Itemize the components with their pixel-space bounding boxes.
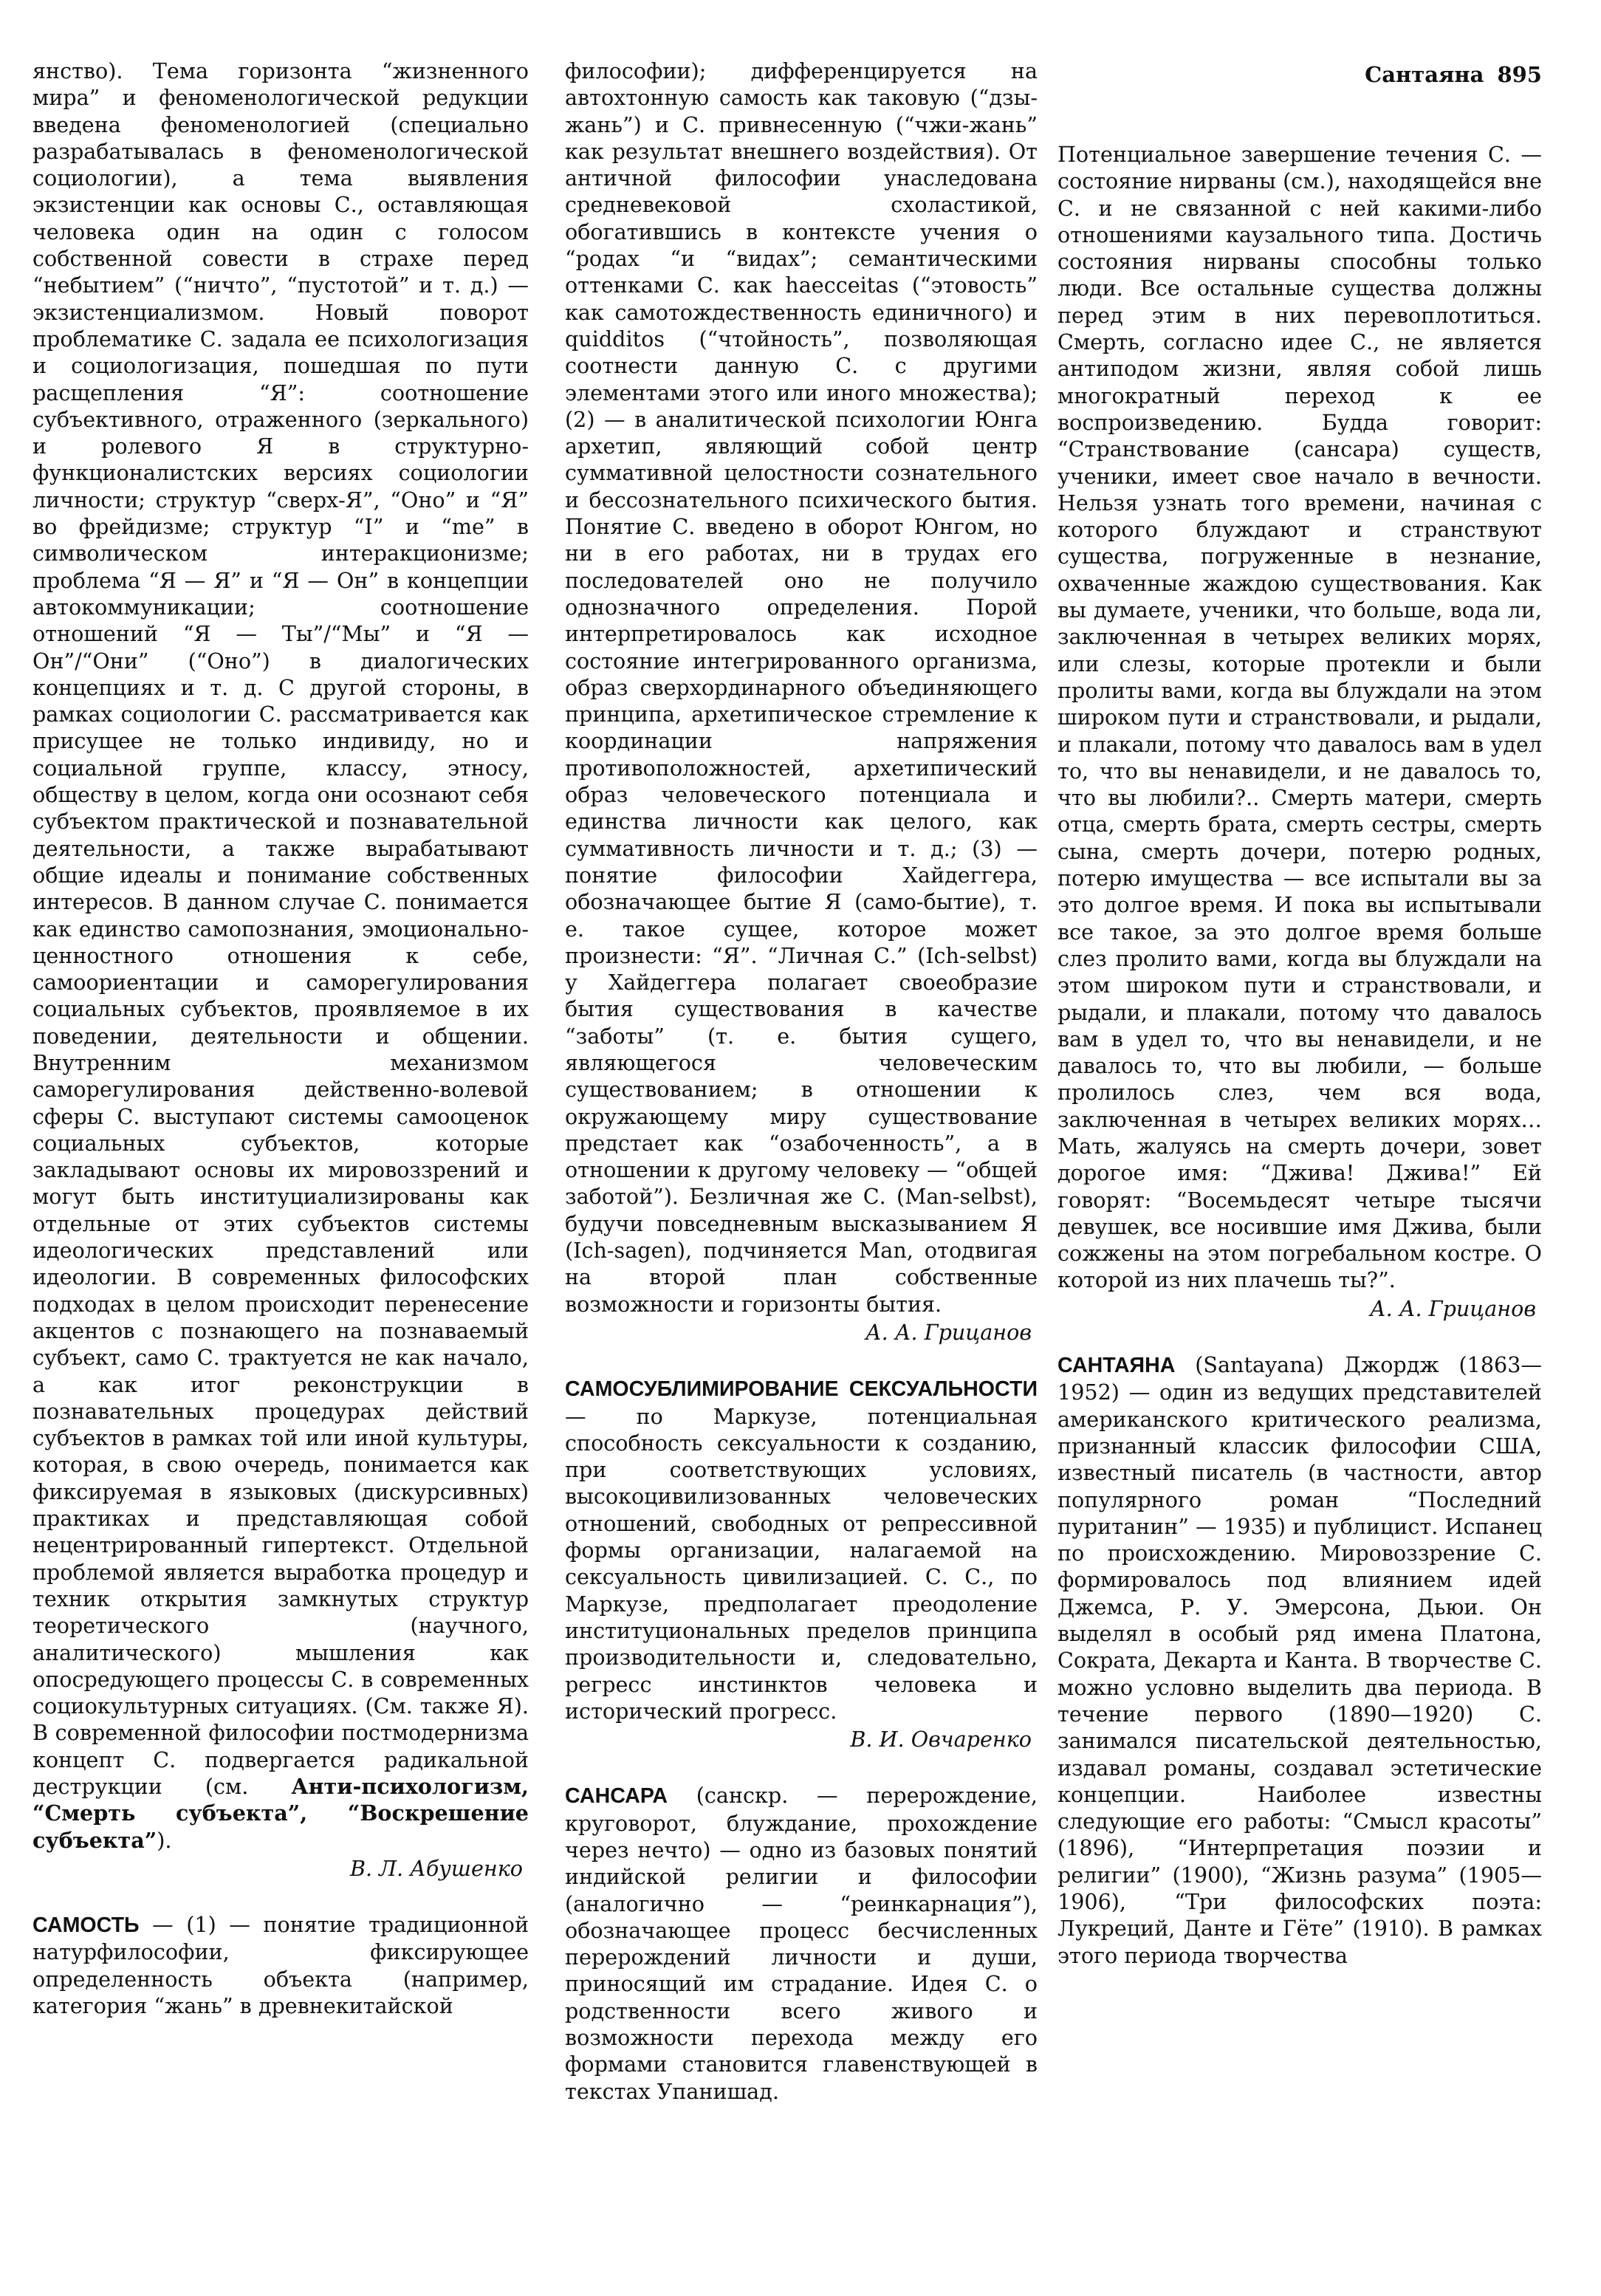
column-right [1057,141,1542,1969]
entry-text-sansara: (санскр. — перерождение, круговорот, блуждание, прохождение через нечто) — одно из базовых понятий индийской религии и философии (аналогично — “реинкарнация”), обозначающее процесс бесчисленных перерождений личности и души, приносящий им страдание. Идея С. о родственности всего живого и возможности перехода между его формами становится главенствующей в текстах Упанишад. [565,1783,1038,2104]
column-middle [565,58,1038,2105]
entry-text-samosublimirovanie: — по Маркузе, потенциальная способность сексуальности к созданию, при соответствующих условиях, высокоцивилизованных человеческих отношений, свободных от репрессивной формы организации, налагаемой на сексуальность цивилизацией. С. С., по Маркузе, предполагает преодоление институциональных пределов принципа производительности и, следовательно, регресс инстинктов человека и исторический прогресс. [565,1403,1038,1724]
author-signature: В. Л. Абушенко [349,1855,523,1881]
entry-sansara [565,1782,1038,2105]
cross-references: Анти-психологизм, “Смерть субъекта”, “Воскрешение субъекта” [32,1774,529,1853]
author-signature: В. И. Овчаренко [850,1727,1032,1752]
running-head-title: Сантаяна [1365,62,1484,87]
entry-text-santayana: (Santayana) Джордж (1863—1952) — один из ведущих представителей американского критического реализма, признанный классик философии США, известный писатель (в частности, автор популярного роман “Последний пуританин” — 1935) и публицист. Испанец по происхождению. Мировоззрение С. формировалось под влиянием идей Джемса, Р. У. Эмерсона, Дьюи. Он выделял в особый ряд имена Платона, Сократа, Декарта и Канта. В творчестве С. можно условно выделить два периода. В течение первого (1890—1920) С. занимался писательской деятельностью, издавал романы, создавал эстетические концепции. Наиболее известны следующие его работы: “Смысл красоты” (1896), “Интерпретация поэзии и религии” (1900), “Жизнь разума” (1905—1906), “Три философских поэта: Лукреций, Данте и Гёте” (1910). В рамках этого периода творчества [1057,1352,1542,1968]
entry-text-samost: — (1) — понятие традиционной натурфилософии, фиксирующее определенность объекта (например, категория “жань” в древнекитайской [32,1912,529,2019]
entry-heading-sansara: САНСАРА [565,1784,668,1809]
article-continuation [32,58,529,1854]
running-header [1057,62,1542,87]
samost-continuation: философии); дифференцируется на автохтонную самость как таковую (“дзы-жань”) и С. привнесенную (“чжи-жань” как результат внешнего воздействия). От античной философии унаследована средневековой схоластикой, обогатившись в контексте учения о “родах “и “видах”; семантическими оттенками С. как haecceitas (“этовость” как самотождественность единичного) и quidditos (“чтойность”, позволяющая соотнести данную С. с другими элементами этого или иного множества); (2) — в аналитической психологии Юнга архетип, являющий собой центр суммативной целостности сознательного и бессознательного психического бытия. Понятие С. введено в оборот Юнгом, но ни в его работах, ни в трудах его последователей оно не получило однозначного определения. Порой интерпретировалось как исходное состояние интегрированного организма, образ сверхординарного объединяющего принципа, архетипическое стремление к координации напряжения противоположностей, архетипический образ человеческого потенциала и единства личности как целого, как суммативность личности и т. д.; (3) — понятие философии Хайдеггера, обозначающее бытие Я (само-бытие), т. е. такое сущее, которое может произнести: “Я”. “Личная С.” (Ich-selbst) у Хайдеггера полагает своеобразие бытия существования в качестве “заботы” (т. е. бытия сущего, являющегося человеческим существованием; в отношении к окружающему миру существование предстает как “озабоченность”, а в отношении к другому человеку — “общей заботой”). Безличная же С. (Man-selbst), будучи повседневным высказыванием Я (Ich-sagen), подчиняется Man, отодвигая на второй план собственные возможности и горизонты бытия. [565,58,1038,1317]
entry-heading-samost: САМОСТЬ [32,1913,140,1938]
page-number: 895 [1497,62,1542,87]
entry-heading-samosublimirovanie: САМОСУБЛИМИРОВАНИЕ СЕКСУАЛЬНОСТИ [565,1377,1038,1402]
article-continuation-text: янство). Тема горизонта “жизненного мира” и феноменологической редукции введена феноменологией (специально разрабатывалась в феноменологической социологии), а тема выявления экзистенции как основы С., оставляющая человека один на один с голосом собственной совести в страхе перед “небытием” (“ничто”, “пустотой” и т. д.) — экзистенциализмом. Новый поворот проблематике С. задала ее психологизация и социологизация, пошедшая по пути расщепления “Я”: соотношение субъективного, отраженного (зеркального) и ролевого Я в структурно-функционалистских версиях социологии личности; структур “сверх-Я”, “Оно” и “Я” во фрейдизме; структур “I” и “me” в символическом интеракционизме; проблема “Я — Я” и “Я — Он” в концепции автокоммуникации; соотношение отношений “Я — Ты”/“Мы” и “Я — Он”/“Они” (“Оно”) в диалогических концепциях и т. д. С другой стороны, в рамках социологии С. рассматривается как присущее не только индивиду, но и социальной группе, классу, этносу, обществу в целом, когда они осознают себя субъектом практической и познавательной деятельности, а также вырабатывают общие идеалы и понимание собственных интересов. В данном случае С. понимается как единство самопознания, эмоционально-ценностного отношения к себе, самоориентации и саморегулирования социальных субъектов, проявляемое в их поведении, деятельности и общении. Внутренним механизмом саморегулирования действенно-волевой сферы С. выступают системы самооценок социальных субъектов, которые закладывают основы их мировоззрений и могут быть институциализированы как отдельные от этих субъектов системы идеологических представлений или идеологии. В современных философских подходах в целом происходит перенесение акцентов с познающего на познаваемый субъект, само С. трактуется не как начало, а как итог реконструкции в познавательных процедурах действий субъектов в рамках той или иной культуры, которая, в свою очередь, понимается как фиксируемая в языковых (дискурсивных) практиках и представляющая собой нецентрированный гипертекст. Отдельной проблемой является выработка процедур и техник открытия замкнутых структур теоретического (научного, аналитического) мышления как опосредующего процессы С. в современных социокультурных ситуациях. (См. также Я). В современной философии постмодернизма концепт С. подвергается радикальной деструкции (см. [32,58,529,1799]
author-signature: А. А. Грицанов [1369,1295,1536,1321]
entry-heading-santayana: САНТАЯНА [1057,1354,1176,1378]
sansara-continuation: Потенциальное завершение течения С. — состояние нирваны (см.), находящейся вне С. и не связанной с ней какими-либо отношениями каузального типа. Достичь состояния нирваны способны только люди. Все остальные существа должны перед этим в них перевоплотиться. Смерть, согласно идее С., не является антиподом жизни, являя собой лишь многократный переход к ее воспроизведению. Будда говорит: “Странствование (сансара) существ, ученики, имеет свое начало в вечности. Нельзя узнать того времени, начиная с которого блуждают и странствуют существа, погруженные в незнание, охваченные жаждою существования. Как вы думаете, ученики, что больше, вода ли, заключенная в четырех великих морях, или слезы, которые протекли и были пролиты вами, когда вы блуждали на этом широком пути и странствовали, и рыдали, и плакали, потому что давалось вам в удел то, что вы ненавидели, и не давалось то, что вы любили?.. Смерть матери, смерть отца, смерть брата, смерть сестры, смерть сына, смерть дочери, потерю родных, потерю имущества — все испытали вы за это долгое время. И пока вы испытывали все такое, за это долгое время больше слез пролито вами, когда вы блуждали на этом широком пути и странствовали, и рыдали, и плакали, потому что давалось вам в удел то, что вы ненавидели, и не давалось то, что вы любили, — больше пролилось слез, чем вся вода, заключенная в четырех великих морях… Мать, жалуясь на смерть дочери, зовет дорогое имя: “Джива! Джива!” Ей говорят: “Восемьдесят четыре тысячи девушек, все носившие имя Джива, были сожжены на этом погребальном костре. О которой из них плачешь ты?”. [1057,142,1542,1293]
author-signature: А. А. Грицанов [865,1319,1032,1345]
entry-samost [32,1911,529,2019]
article-continuation-end: ). [157,1827,172,1853]
column-left [32,58,529,2019]
entry-santayana [1057,1351,1542,1969]
entry-samosublimirovanie [565,1375,1038,1724]
